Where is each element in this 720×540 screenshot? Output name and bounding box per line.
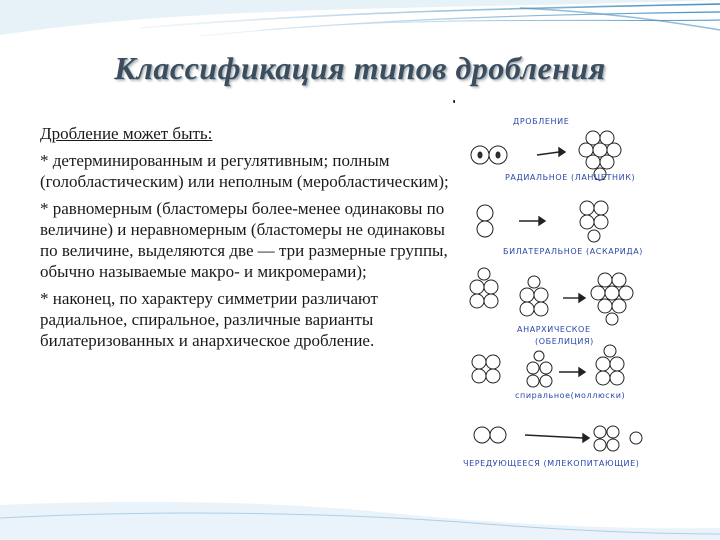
spiral-morula — [596, 345, 624, 385]
bilateral-morula — [580, 201, 608, 242]
intro-paragraph: Дробление может быть: — [40, 124, 213, 143]
label-anarchic: АНАРХИЧЕСКОЕ — [517, 325, 591, 334]
rotational-four-cell — [594, 426, 642, 451]
paragraph-symmetry: * наконец, по характеру симметрии различают радиальное, спиральное, различные варианты билатеризованных и анархическое дробление. — [40, 289, 378, 350]
bilateral-two-cell — [477, 205, 493, 237]
label-rotational: ЧЕРЕДУЮЩЕЕСЯ (МЛЕКОПИТАЮЩИЕ) — [463, 459, 640, 468]
anarchic-morula — [591, 273, 633, 325]
slide-title: Классификация типов дробления — [114, 50, 606, 86]
label-anarchic-example: (ОБЕЛИЦИЯ) — [535, 337, 594, 346]
radial-two-cell — [471, 146, 507, 164]
cleavage-diagram — [455, 100, 670, 478]
label-spiral: спиральное(моллюски) — [515, 391, 626, 400]
body-text — [40, 123, 460, 357]
spiral-four-cell — [472, 355, 500, 383]
label-bilateral: БИЛАТЕРАЛЬНОЕ (АСКАРИДА) — [503, 247, 643, 256]
cleavage-diagram-svg — [455, 100, 670, 478]
label-radial: РАДИАЛЬНОЕ (ЛАНЦЕТНИК) — [505, 173, 636, 182]
diagram-heading: ДРОБЛЕНИЕ — [513, 117, 570, 126]
paragraph-equal-unequal: * равномерным (бластомеры более-менее одинаковы по величине) и неравномерным (бластомеры не одинаковы по величине, выделяются две — три размерные группы, обычно называемые макро- и микромерами); — [40, 199, 448, 281]
anarchic-clusters — [470, 268, 548, 316]
paragraph-determinate: * детерминированным и регулятивным; полным (голобластическим) или неполным (меробластическим); — [40, 151, 449, 191]
spiral-eight-cell — [527, 351, 552, 387]
rotational-two-cell — [474, 427, 506, 443]
